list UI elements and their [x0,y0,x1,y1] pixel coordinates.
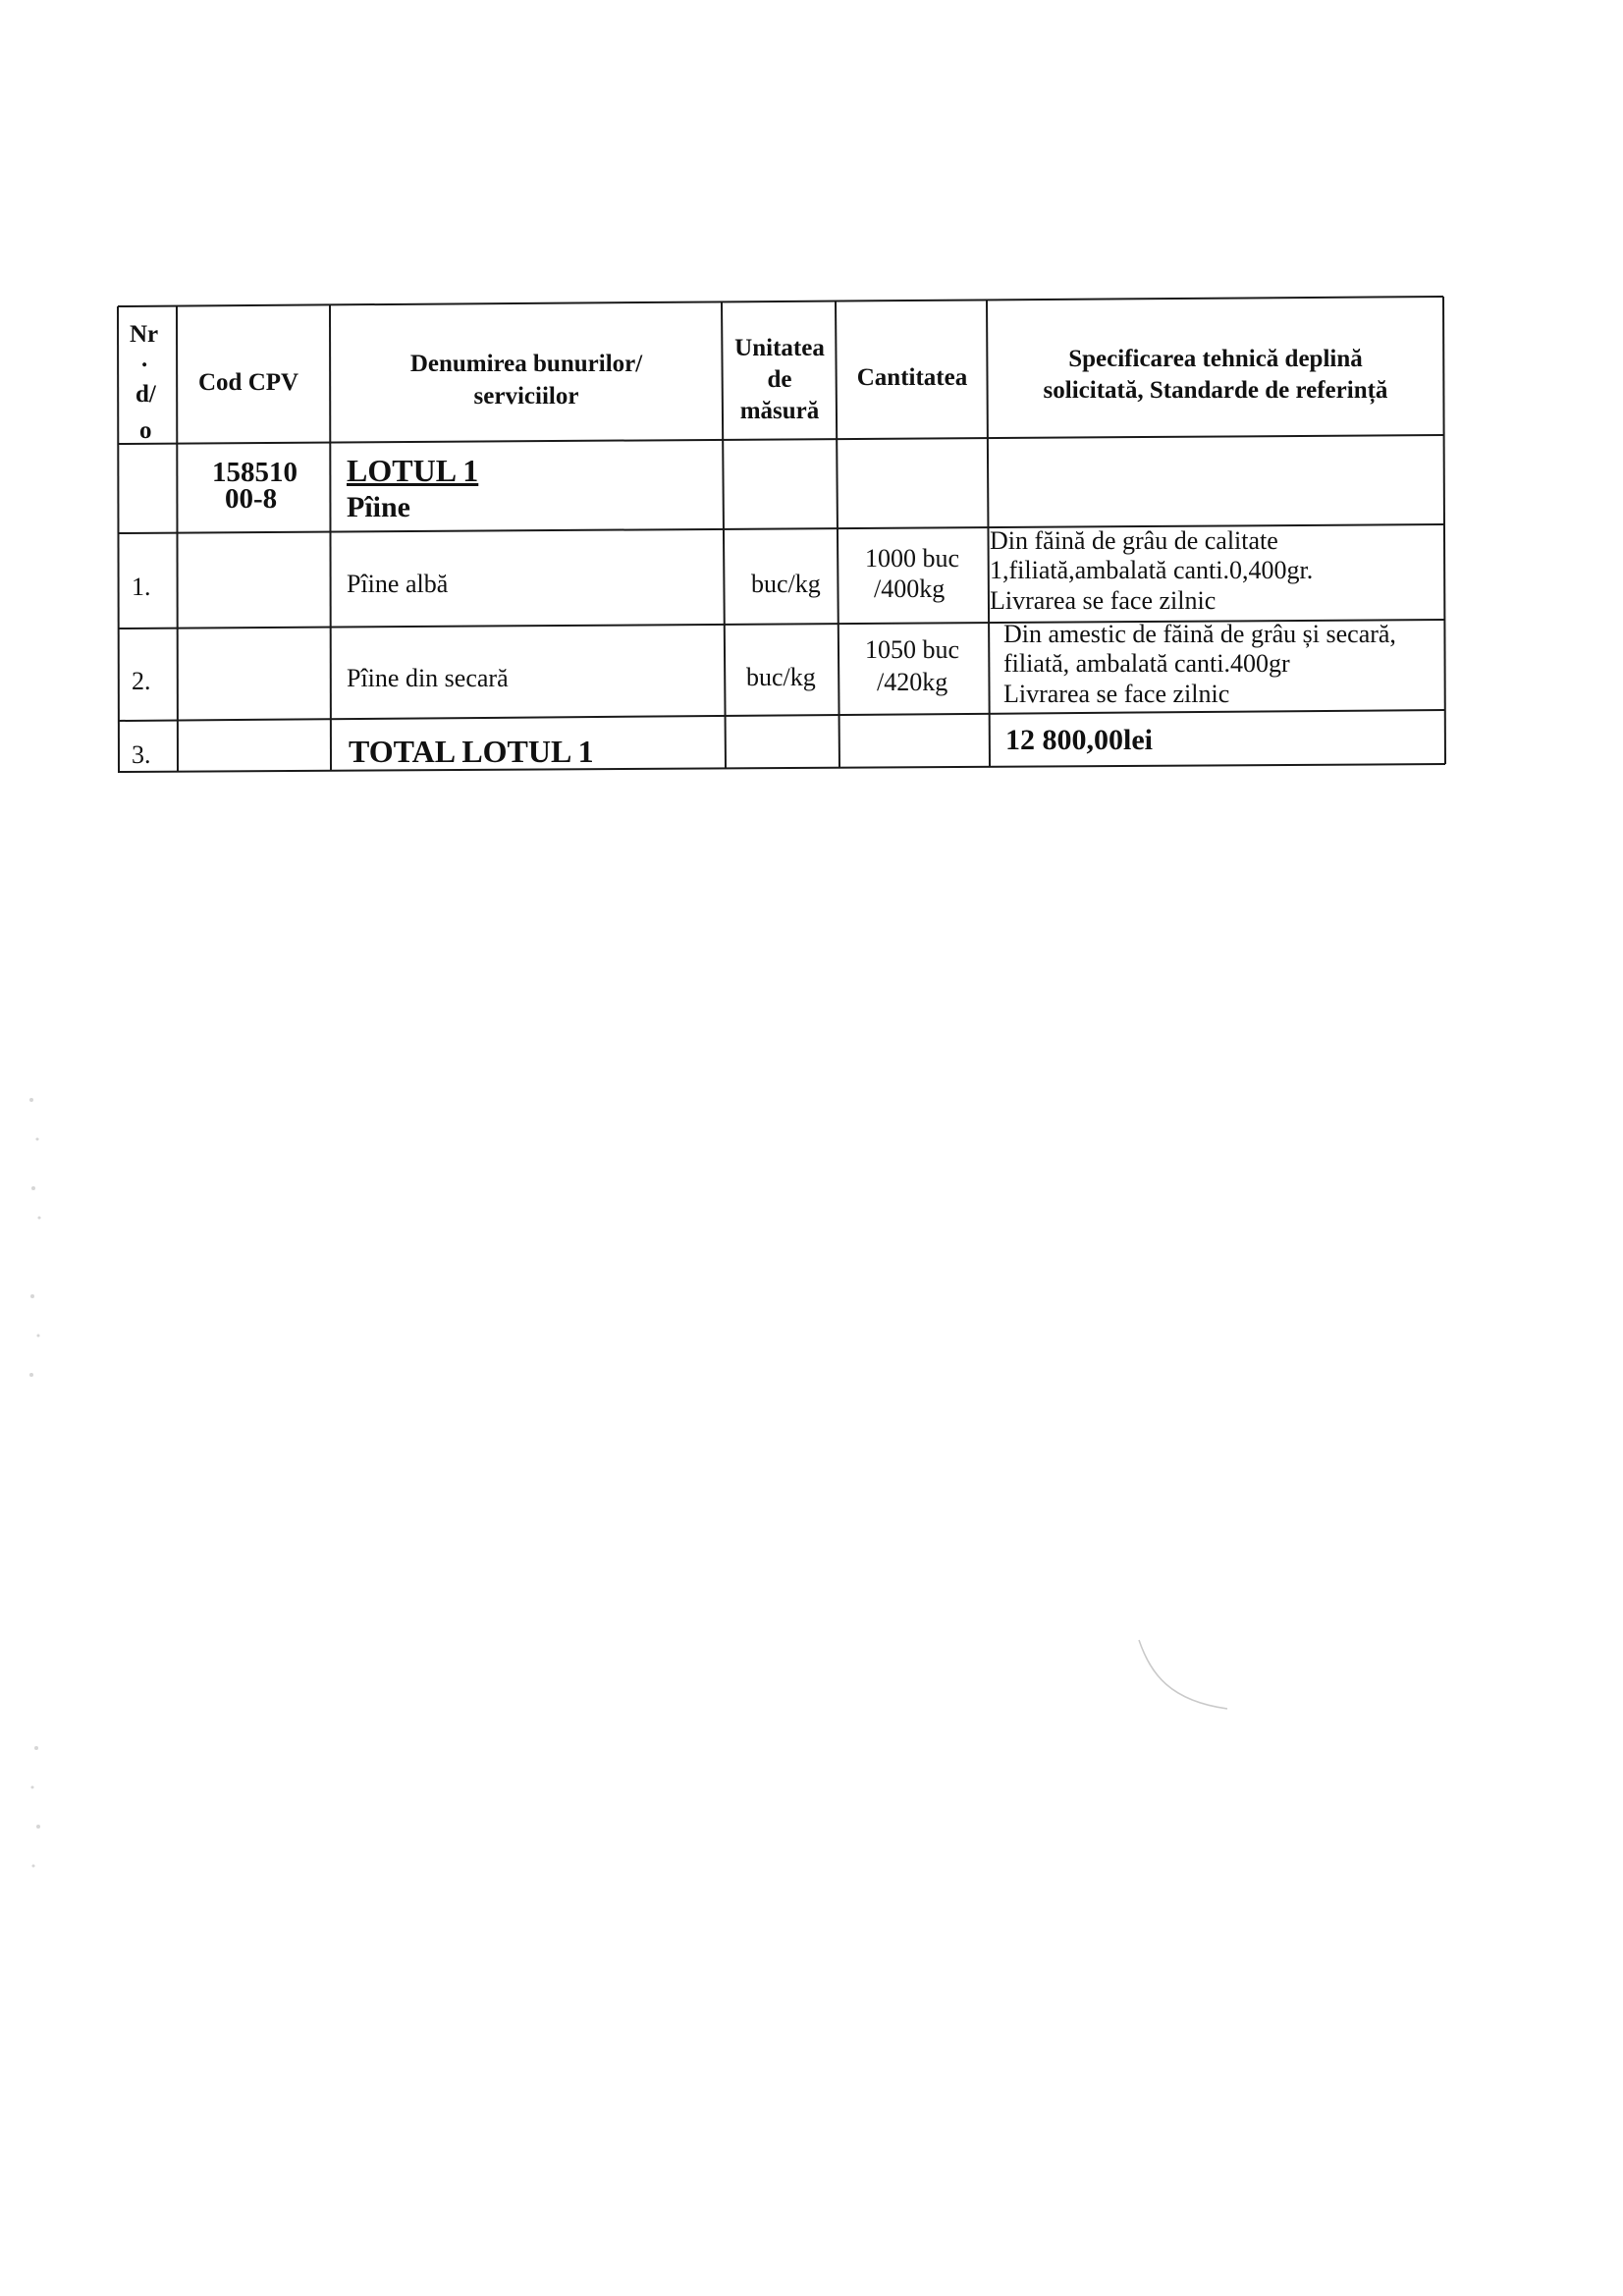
header-nr-line-2: . [141,346,148,372]
header-specificarea-line-1: Specificarea tehnică deplină [1068,346,1363,372]
total-label: TOTAL LOTUL 1 [349,734,594,769]
row-2-spec-line-1: Din amestic de făină de grâu și secară, [1003,620,1396,648]
total-amount: 12 800,00lei [1005,724,1153,756]
row-2-unit: buc/kg [746,663,816,691]
header-cantitatea: Cantitatea [856,364,968,391]
row-1-unit: buc/kg [751,570,821,598]
row-1-spec-line-3: Livrarea se face zilnic [990,586,1217,615]
header-nr-line-4: o [139,417,152,444]
scan-pen-stroke [1119,1630,1247,1728]
header-cod-cpv: Cod CPV [198,369,299,396]
lot-cpv-line-1: 158510 [212,457,298,488]
header-unitatea-line-1: Unitatea [734,335,825,361]
lot-name: Pîine [347,491,410,523]
header-unitatea-line-2: de [767,366,792,393]
total-nr: 3. [132,740,151,769]
row-2-qty-line-2: /420kg [877,668,948,696]
lot-cpv-line-2: 00-8 [225,483,278,515]
row-1-qty-line-1: 1000 buc [865,544,960,573]
header-unitatea-line-3: măsură [739,398,820,424]
row-1-spec-line-1: Din făină de grâu de calitate [990,526,1278,555]
row-1-name: Pîine albă [347,570,449,598]
header-nr-line-1: Nr [130,321,159,348]
scan-edge-speckles [20,1080,59,1964]
header-nr-line-3: d/ [135,381,156,408]
header-denumirea-line-1: Denumirea bunurilor/ [409,351,643,377]
row-2-name: Pîine din secară [347,664,509,692]
lot-title: LOTUL 1 [347,453,479,488]
row-2-spec-line-3: Livrarea se face zilnic [1003,680,1230,708]
row-2-nr: 2. [132,667,151,695]
row-2-qty-line-1: 1050 buc [865,635,960,664]
row-2-spec-line-2: filiată, ambalată canti.400gr [1003,649,1290,678]
row-1-qty-line-2: /400kg [874,574,946,603]
row-1-spec-line-2: 1,filiată,ambalată canti.0,400gr. [990,556,1314,584]
header-specificarea-line-2: solicitată, Standarde de referință [1043,377,1388,404]
row-1-nr: 1. [132,573,151,601]
header-denumirea-line-2: serviciilor [473,383,579,410]
